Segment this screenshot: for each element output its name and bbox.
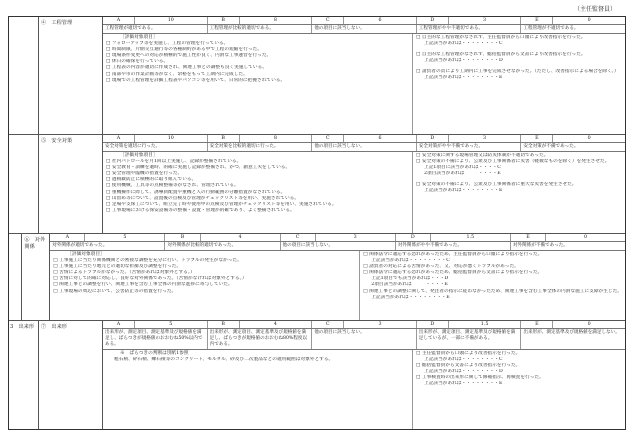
deduction-item: □ 請負者の責により工期内に工事を完成させなかった。（ただし、改善指示による場合を除く。） [416,69,622,75]
evaluation-items [103,350,413,429]
deduction-items [413,34,625,134]
grade-description: 安全対策を適切に行った。 [103,143,208,151]
grade-description: 工程管理が比較的適切である。 [208,25,313,33]
grade-scale [103,17,625,25]
grade-result-text: 上記該当があれば・・・・・・・・C [371,258,450,264]
grade-result-text: 上記該当があれば・・・・・・・・E [424,188,503,194]
grade-cell: E [521,321,553,328]
grade-cell: B [208,17,240,24]
evaluation-items [103,152,413,233]
evaluation-items-title: ［評価対象項目］ [67,252,105,257]
evaluation-items-title: ［評価対象項目］ [120,35,158,40]
checklist-item: □ 苦情に対して的確に対応し、良好な対外関係であった。（苦情がなければ対象外とする。） [53,276,356,282]
role-note: （主任監督員） [573,6,616,13]
grade-description: 安全対策を比較的適切に行った。 [208,143,313,151]
evaluation-items [50,251,360,320]
grade-cell: E [511,234,546,241]
checklist-item: □ 使用機械、工具等の点検整備等がなされ、管理されている。 [106,183,409,189]
grade-cell: 5 [85,234,165,241]
grade-cell: B [165,234,200,241]
grade-cell: E [521,17,553,24]
grade-cell: A [103,17,135,24]
evaluation-items [103,34,413,134]
checklist-item: □ 関連工事との調整を行い、関連工事を含む工事全体の円滑な進捗に寄与していた。 [53,282,356,288]
note-text: 粗石積、砕石積、練石積等のコンクリート、モルタル、砂及び二次製品などの適用範囲は対象外とする。 [114,357,334,363]
item-cell: ⑥ 対外関係 [22,234,50,320]
grade-cell: 0 [583,235,588,240]
checklist-item: □ 過積載防止に積極的に取り組んでいる。 [106,177,409,183]
grade-cell: B [208,321,240,328]
category-cell [9,234,22,320]
grade-cell: 0 [587,18,591,23]
checklist-item: □ 現場条件変更への対応が積極的で施工性が良く、円滑な工事運営を行った。 [106,53,409,59]
checklist-item: □ 工事現場における保安設備等の整備・設置・管理が的確であり、よく整備されている。 [106,208,409,214]
grade-result-text: 上記該当があれば・・・・・・・・D [424,369,503,375]
grade-cell: 3 [316,234,396,241]
deduction-item: □ 自主的な工程管理がなされず、総括監督員から文書により改善指示を行った。 [416,52,622,58]
criteria-body [103,17,625,134]
deduction-items [413,152,625,233]
criteria-row [9,234,625,321]
grade-cell: A [103,135,135,142]
grade-description: 安全対策が不備であった。 [523,144,579,149]
checklist-item: □ 重機操作に際して、誘導員配置や重機と人の行動範囲の分離措置がなされている。 [106,190,409,196]
checklist-item: □ 安全教育・訓練を適時、的確に実施し記録が整備され、かつ、創意工夫をしている。 [106,165,409,171]
criteria-body [103,321,625,429]
deduction-item: □ 関連工事との調整に関して、発注者の指示に従わなかったため、関連工事を含む工事全体の円滑な施工に支障が生じた。 [363,289,622,295]
grade-result-text: 上記該当があれば・・・・・・・・D [424,58,503,64]
grade-description: 他の項目に該当しない。 [281,242,396,250]
grade-descriptions [103,25,625,34]
grade-description: 対外関係がやや不備であった。 [396,242,511,250]
grade-cell: 5 [135,321,208,328]
category-cell: 3 出来形 [9,321,39,429]
evaluation-detail [103,350,625,429]
category-cell [9,17,39,134]
grade-cell: C [312,17,344,24]
grade-result-text: 上記該当があれば・・・・・・・・E [424,381,503,387]
grade-result-text: 上記該当があれば・・・・・・・・C [424,41,503,47]
grade-cell: 6 [344,17,417,24]
checklist-item: □ 山留め等について、設置後の点検及び管理がチェックリスト等を用い、実施されている。 [106,196,409,202]
grade-cell: D [396,234,431,241]
deduction-item: □ 工事検査時の出来形に関して修補指示、再検査を行った。 [416,375,622,381]
checklist-item: □ 足場や支保工について、組立完了時や使用中の点検及び管理がチェックリスト等を用い、実施されている。 [106,202,409,208]
grade-description: 出来形が、測定項目、測定基準及び規格値を満足し、ばらつきが規格値のおおむね80%程度以内である。 [208,329,313,349]
grade-cell: 6 [344,135,417,142]
grade-description: 他の項目に該当しない。 [312,143,417,151]
criteria-body [103,135,625,233]
item-cell: ⑤ 安全対策 [39,135,103,233]
checklist-item: □ フォローアップ等を実施し、工程の管理を行っている。 [106,41,409,47]
evaluation-detail [103,152,625,233]
grade-descriptions [103,329,625,350]
criteria-row [9,17,625,135]
grade-description: 工程管理が適切である。 [103,25,208,33]
grade-description: 出来形が、測定項目、測定基準及び規格値を満足し、ばらつきが規格値のおおむね50%以内である。 [103,329,208,349]
checklist-item: □ 工事施工に当たり地元との適切な折衝及び調整を行った。 [53,264,356,270]
grade-cell: 10 [135,135,208,142]
grade-result-text: 上記1項目でも該当があれば・・・D [371,276,449,282]
checklist-item: □ 社内パトロールを月1回以上実施し、記録が整備されている。 [106,159,409,165]
criteria-row [9,135,625,234]
grade-cell: 0 [587,136,591,141]
item-cell: ⑦ 出来形 [39,321,103,429]
deduction-items [360,251,625,320]
checklist-item: □ 時間制限、片側交互通行等の各種制約がある中で工程の短縮を行った。 [106,47,409,53]
grade-scale [103,321,625,329]
grade-scale [103,135,625,143]
grade-cell: 8 [240,135,313,142]
grade-cell: E [521,135,553,142]
grade-description: 工程管理が不適切である。 [523,26,579,31]
checklist-item: □ 安全管理や臨機の措置を行った。 [106,171,409,177]
grade-cell: A [103,321,135,328]
grade-cell: 10 [135,17,208,24]
grade-description: 工程管理がやや不適切である。 [417,25,522,33]
grade-result-text: 上記該当があれば・・・・・・・・C [424,357,503,363]
grade-cell: 1.5 [431,234,511,241]
grade-cell: A [50,234,85,241]
checklist-item: □ 現場での工程管理を詳細工程表やパソコン等を用いて、日常的に把握されている。 [106,78,409,84]
evaluation-items-title: ※ ばらつきの判断は別紙1参照 [120,351,189,356]
grade-cell: 3 [449,17,522,24]
grade-cell: 4 [240,321,313,328]
grade-cell: C [312,135,344,142]
grade-scale [50,234,625,242]
grade-cell: B [208,135,240,142]
criteria-row [9,321,625,429]
grade-descriptions [50,242,625,251]
evaluation-table [8,16,626,430]
grade-result-text: 2項目該当があれば ・・・・E [424,171,501,177]
deduction-item: □ 安全対策の不備により、公衆及び工事関係者に重大な災害を発生させた。 [416,182,622,188]
evaluation-detail [103,34,625,134]
grade-description: 対外関係が不備であった。 [512,243,568,248]
grade-result-text: 2項目該当があれば ・・・・E [371,282,448,288]
checklist-item: □ 工事現場の周辺において、公害防止等の措置を行った。 [53,289,356,295]
grade-cell: C [281,234,316,241]
checklist-item: □ 苦情によるトラブルがなかった。（苦情があれば対象外とする。） [53,270,356,276]
grade-description: 出来形が、測定項目、測定基準及び規格値を満足しているが、一部に不備がある。 [417,329,522,349]
grade-cell: D [417,321,449,328]
deduction-item: □ 関係法令に適応する恐れがあったため、総括監督員から文書により指示を行った。 [363,270,622,276]
checklist-item: □ 休日の確保を行っている。 [106,59,409,65]
grade-descriptions [103,143,625,152]
item-cell: ④ 工程管理 [39,17,103,134]
grade-cell: 3 [449,135,522,142]
evaluation-detail [50,251,625,320]
grade-description: 他の項目に該当しない。 [312,25,417,33]
deduction-item: □ 請負者の対応による苦情があった、又、対応が悪くトラブルがあった。 [363,264,622,270]
checklist-item: □ 工程表の内容が適切に作成され、関連工事との調整も良く実施している。 [106,65,409,71]
grade-cell: C [312,321,344,328]
checklist-item: □ 工事施工に当たり関係機関との密接な調整を充分に行い、トラブルの発生がなかった。 [53,258,356,264]
grade-description: 他の項目に該当しない。 [312,329,417,349]
grade-cell: 1.5 [449,321,522,328]
deduction-item: □ 主任監督員から口頭により改善指示を行った。 [416,351,622,357]
deduction-item: □ 関係法令に適応する恐れがあったため、主任監督員から口頭により指示を行った。 [363,252,622,258]
grade-cell: 4 [201,234,281,241]
category-cell [9,135,39,233]
grade-cell: D [417,17,449,24]
checklist-item: □ 南部や市の作業計画等がなく、余裕をもって工期内に完成した。 [106,72,409,78]
grade-result-text: 上記該当があれば・・・・・・・・E [371,294,450,300]
criteria-body [50,234,625,320]
grade-result-text: 上記1項目に該当があれば・・・・C [424,165,501,171]
grade-cell: 3 [344,321,417,328]
grade-result-text: 上記該当があれば・・・・・・・・E [424,75,503,81]
grade-description: 安全対策がやや不備であった。 [417,143,522,151]
deduction-item: □ 安全対策の不備により、公衆及び工事関係者に災害（軽微なものを除く）を発生させた。 [416,159,622,165]
deduction-item: □ 安全対策に関する現場管理又は防災体制が不適切であった。 [416,153,622,159]
deduction-item: □ 総括監督員から文書により改善指示を行った。 [416,363,622,369]
grade-cell: D [417,135,449,142]
grade-cell: 0 [587,322,591,327]
grade-description: 対外関係が適切であった。 [50,242,165,250]
evaluation-items-title: ［評価対象項目］ [120,153,158,158]
deduction-items [413,350,625,429]
deduction-item: □ 自主的な工程管理がなされず、主任監督員から口頭により改善指示を行った。 [416,35,622,41]
grade-description: 出来形が、測定基準及び規格値を満足しない。 [523,330,620,335]
grade-cell: 8 [240,17,313,24]
grade-description: 対外関係が比較的適切であった。 [165,242,280,250]
